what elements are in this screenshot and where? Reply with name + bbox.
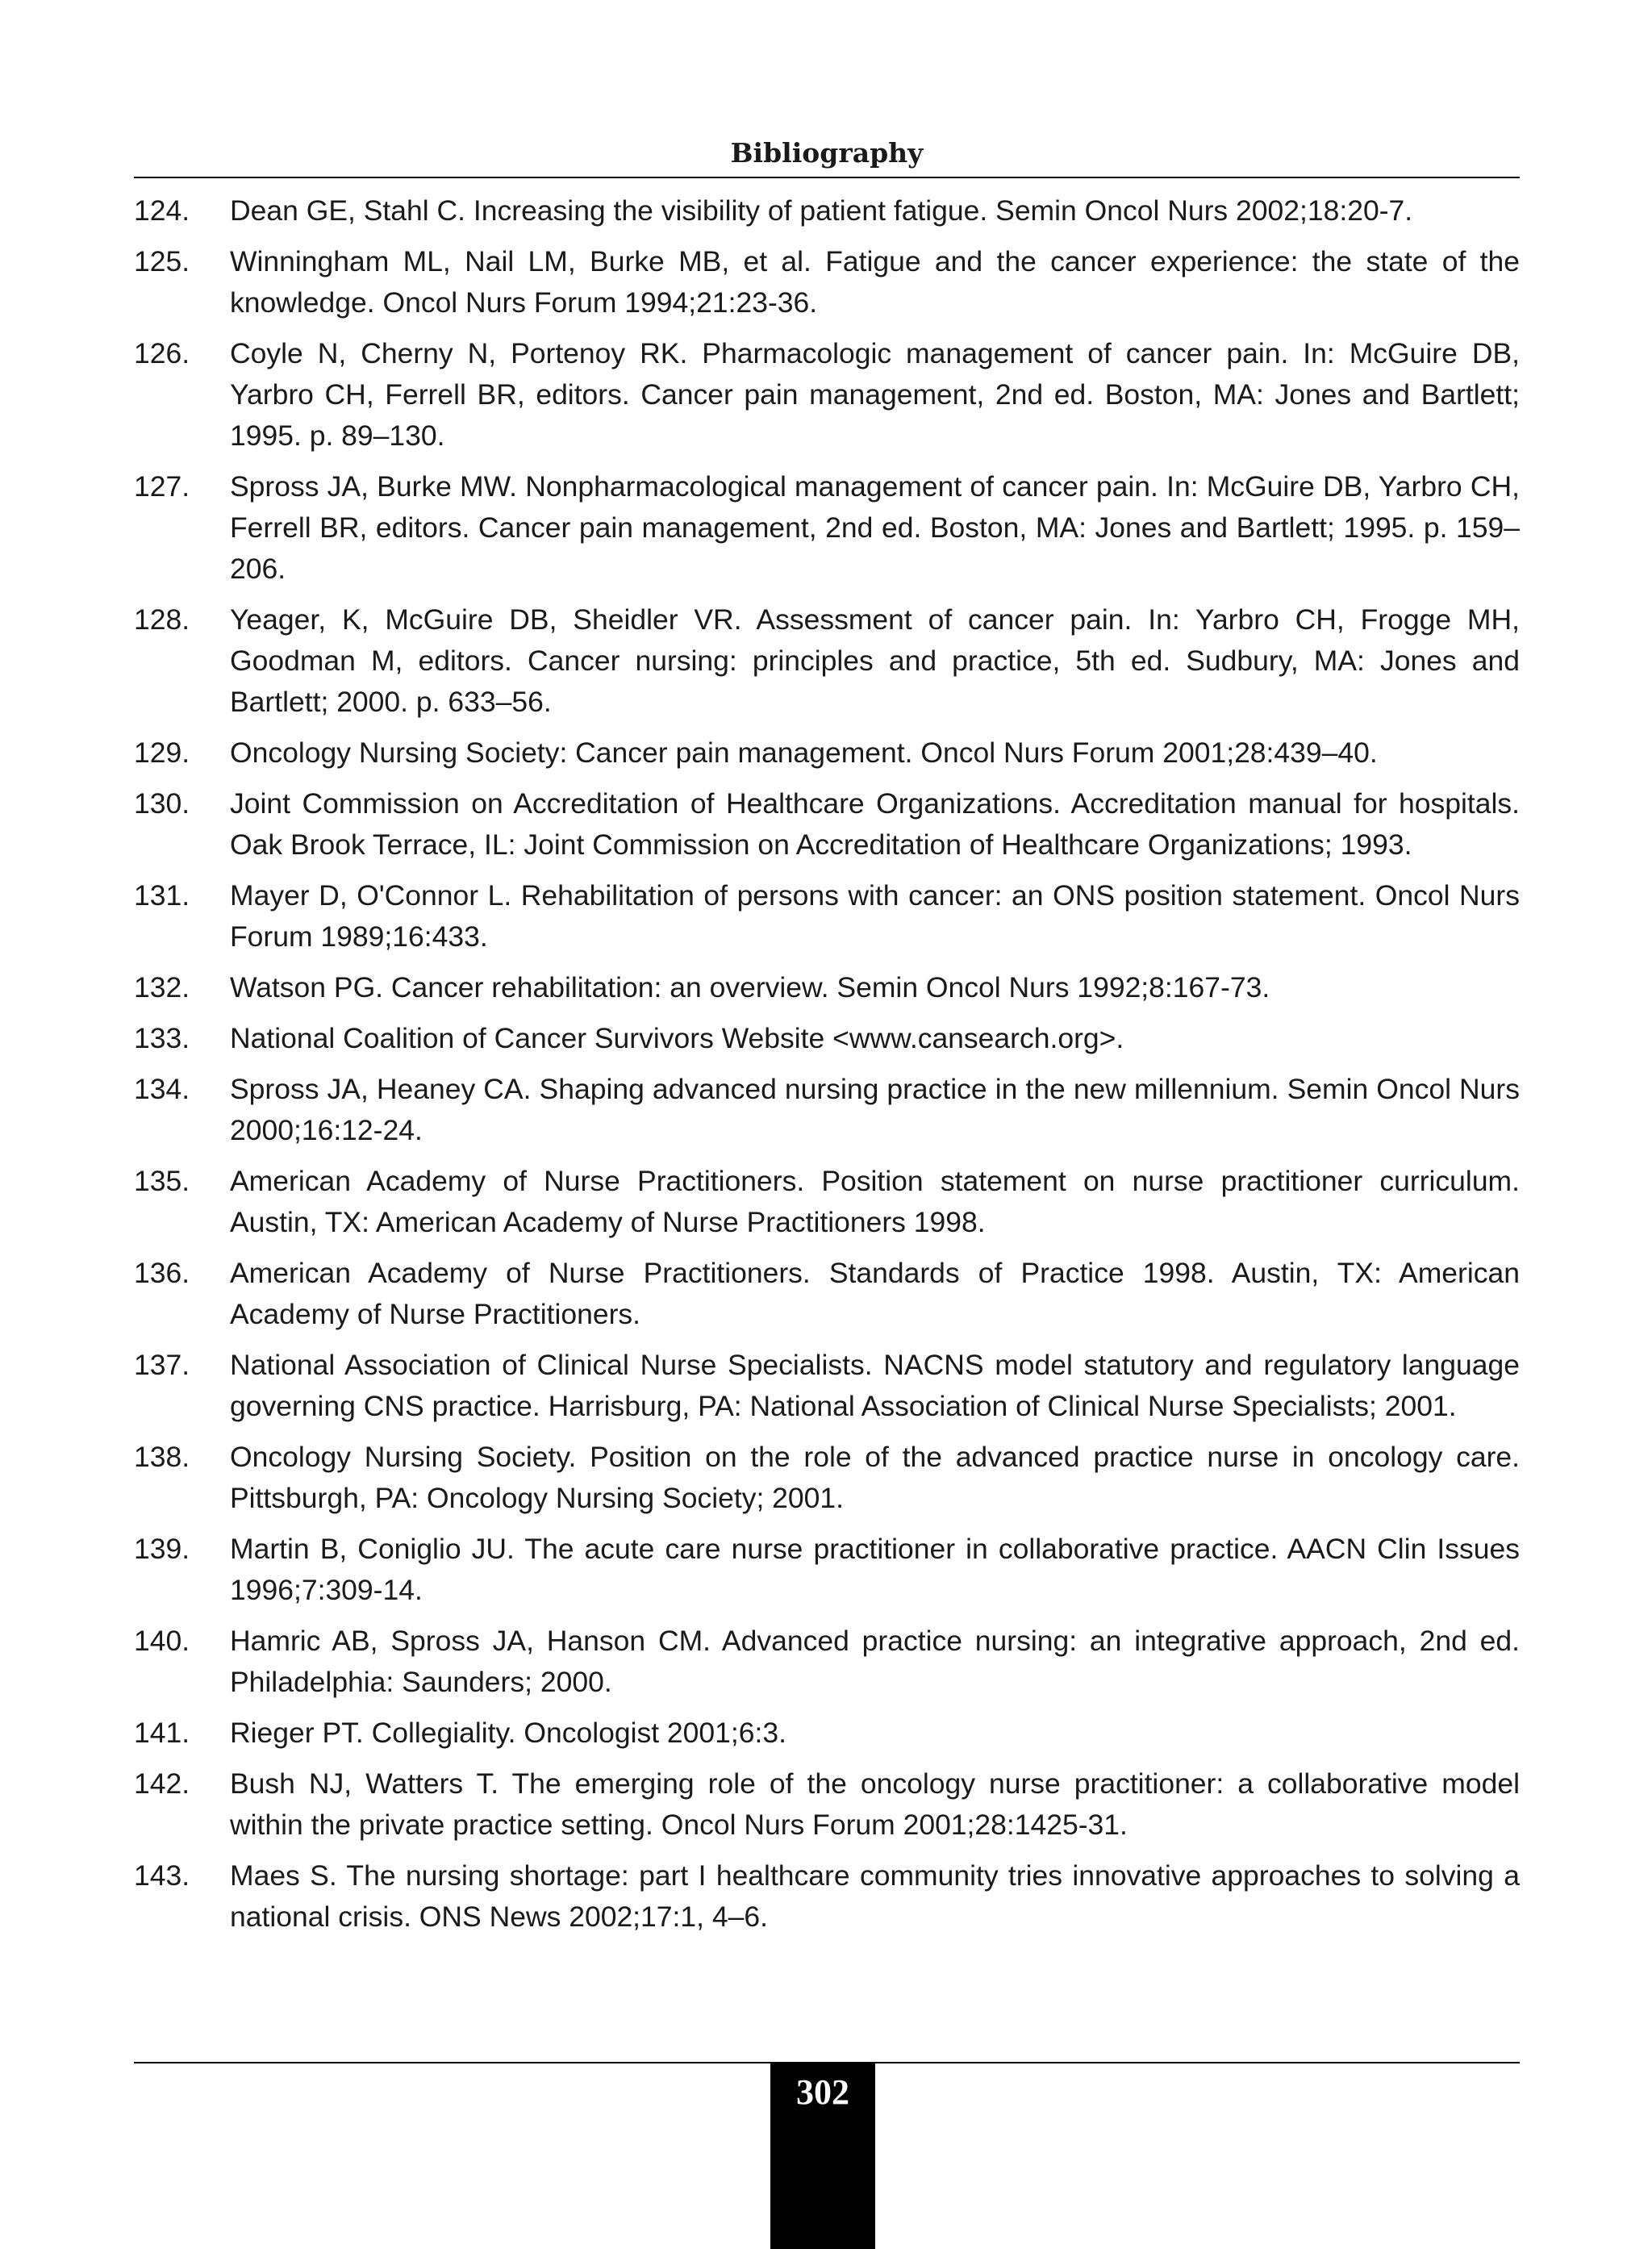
reference-text: Martin B, Coniglio JU. The acute care nurse practitioner in collaborative practice. AACN Clin Issues 1996;7:309-14. — [230, 1533, 1520, 1606]
reference-text: Bush NJ, Watters T. The emerging role of the oncology nurse practitioner: a collaborative model within the private practice setting. Oncol Nurs Forum 2001;28:1425-31. — [230, 1767, 1520, 1841]
reference-item — [134, 732, 1520, 774]
reference-number: 136. — [134, 1257, 190, 1289]
reference-item — [134, 241, 1520, 323]
reference-text: Rieger PT. Collegiality. Oncologist 2001;6:3. — [230, 1717, 786, 1749]
reference-number: 129. — [134, 736, 190, 769]
reference-number: 128. — [134, 603, 190, 636]
reference-item — [134, 1529, 1520, 1611]
reference-number: 126. — [134, 337, 190, 369]
reference-text: Joint Commission on Accreditation of Healthcare Organizations. Accreditation manual for hospitals. Oak Brook Terrace, IL: Joint Commission on Accreditation of Healthcare Organizations; 1993. — [230, 787, 1520, 861]
reference-text: American Academy of Nurse Practitioners. Standards of Practice 1998. Austin, TX: American Academy of Nurse Practitioners. — [230, 1257, 1520, 1330]
reference-item — [134, 1253, 1520, 1335]
reference-number: 133. — [134, 1022, 190, 1054]
reference-item — [134, 1069, 1520, 1151]
reference-number: 139. — [134, 1533, 190, 1565]
reference-text: Dean GE, Stahl C. Increasing the visibility of patient fatigue. Semin Oncol Nurs 2002;18:20-7. — [230, 194, 1413, 227]
reference-number: 138. — [134, 1441, 190, 1473]
reference-number: 134. — [134, 1073, 190, 1105]
reference-item — [134, 1713, 1520, 1754]
reference-item — [134, 1855, 1520, 1938]
reference-item — [134, 875, 1520, 958]
reference-text: Coyle N, Cherny N, Portenoy RK. Pharmacologic management of cancer pain. In: McGuire DB, Yarbro CH, Ferrell BR, editors. Cancer pain management, 2nd ed. Boston, MA: Jones and Bartlett; 1995. p. 89–130. — [230, 337, 1520, 452]
reference-number: 135. — [134, 1165, 190, 1197]
page-number: 302 — [796, 2072, 849, 2112]
reference-number: 125. — [134, 245, 190, 277]
reference-item — [134, 1621, 1520, 1703]
reference-number: 132. — [134, 971, 190, 1003]
reference-text: Mayer D, O'Connor L. Rehabilitation of persons with cancer: an ONS position statement. Oncol Nurs Forum 1989;16:433. — [230, 879, 1520, 953]
reference-item — [134, 783, 1520, 866]
reference-number: 140. — [134, 1625, 190, 1657]
reference-list — [134, 190, 1520, 1947]
reference-number: 131. — [134, 879, 190, 912]
reference-text: Winningham ML, Nail LM, Burke MB, et al. Fatigue and the cancer experience: the state of the knowledge. Oncol Nurs Forum 1994;21:23-36. — [230, 245, 1520, 319]
reference-text: American Academy of Nurse Practitioners. Position statement on nurse practitioner curriculum. Austin, TX: American Academy of Nurse Practitioners 1998. — [230, 1165, 1520, 1238]
reference-item — [134, 466, 1520, 590]
reference-item — [134, 599, 1520, 723]
reference-number: 143. — [134, 1859, 190, 1892]
page-number-tab — [770, 2063, 875, 2249]
reference-text: Oncology Nursing Society: Cancer pain management. Oncol Nurs Forum 2001;28:439–40. — [230, 736, 1378, 769]
reference-text: Maes S. The nursing shortage: part I healthcare community tries innovative approaches to solving a national crisis. ONS News 2002;17:1, 4–6. — [230, 1859, 1520, 1933]
reference-item — [134, 1345, 1520, 1427]
reference-text: Watson PG. Cancer rehabilitation: an overview. Semin Oncol Nurs 1992;8:167-73. — [230, 971, 1270, 1003]
reference-number: 127. — [134, 470, 190, 503]
reference-item — [134, 190, 1520, 232]
reference-item — [134, 1161, 1520, 1243]
header-rule — [134, 177, 1520, 178]
reference-number: 142. — [134, 1767, 190, 1800]
reference-item — [134, 1437, 1520, 1519]
reference-text: Yeager, K, McGuire DB, Sheidler VR. Assessment of cancer pain. In: Yarbro CH, Frogge MH, Goodman M, editors. Cancer nursing: principles and practice, 5th ed. Sudbury, MA: Jones and Bartlett; 2000. p. 633–56. — [230, 603, 1520, 718]
reference-text: Hamric AB, Spross JA, Hanson CM. Advanced practice nursing: an integrative approach, 2nd ed. Philadelphia: Saunders; 2000. — [230, 1625, 1520, 1698]
reference-item — [134, 333, 1520, 457]
reference-text: National Coalition of Cancer Survivors Website <www.cansearch.org>. — [230, 1022, 1124, 1054]
reference-item — [134, 967, 1520, 1008]
reference-text: Spross JA, Heaney CA. Shaping advanced nursing practice in the new millennium. Semin Oncol Nurs 2000;16:12-24. — [230, 1073, 1520, 1146]
reference-text: Spross JA, Burke MW. Nonpharmacological management of cancer pain. In: McGuire DB, Yarbro CH, Ferrell BR, editors. Cancer pain management, 2nd ed. Boston, MA: Jones and Bartlett; 1995. p. 159–206. — [230, 470, 1520, 585]
reference-number: 137. — [134, 1349, 190, 1381]
reference-item — [134, 1018, 1520, 1059]
reference-item — [134, 1763, 1520, 1846]
running-header: Bibliography — [730, 137, 924, 169]
reference-number: 130. — [134, 787, 190, 820]
reference-number: 141. — [134, 1717, 190, 1749]
reference-number: 124. — [134, 194, 190, 227]
reference-text: Oncology Nursing Society. Position on the role of the advanced practice nurse in oncology care. Pittsburgh, PA: Oncology Nursing Society; 2001. — [230, 1441, 1520, 1514]
reference-text: National Association of Clinical Nurse Specialists. NACNS model statutory and regulatory language governing CNS practice. Harrisburg, PA: National Association of Clinical Nurse Specialists; 2001. — [230, 1349, 1520, 1422]
